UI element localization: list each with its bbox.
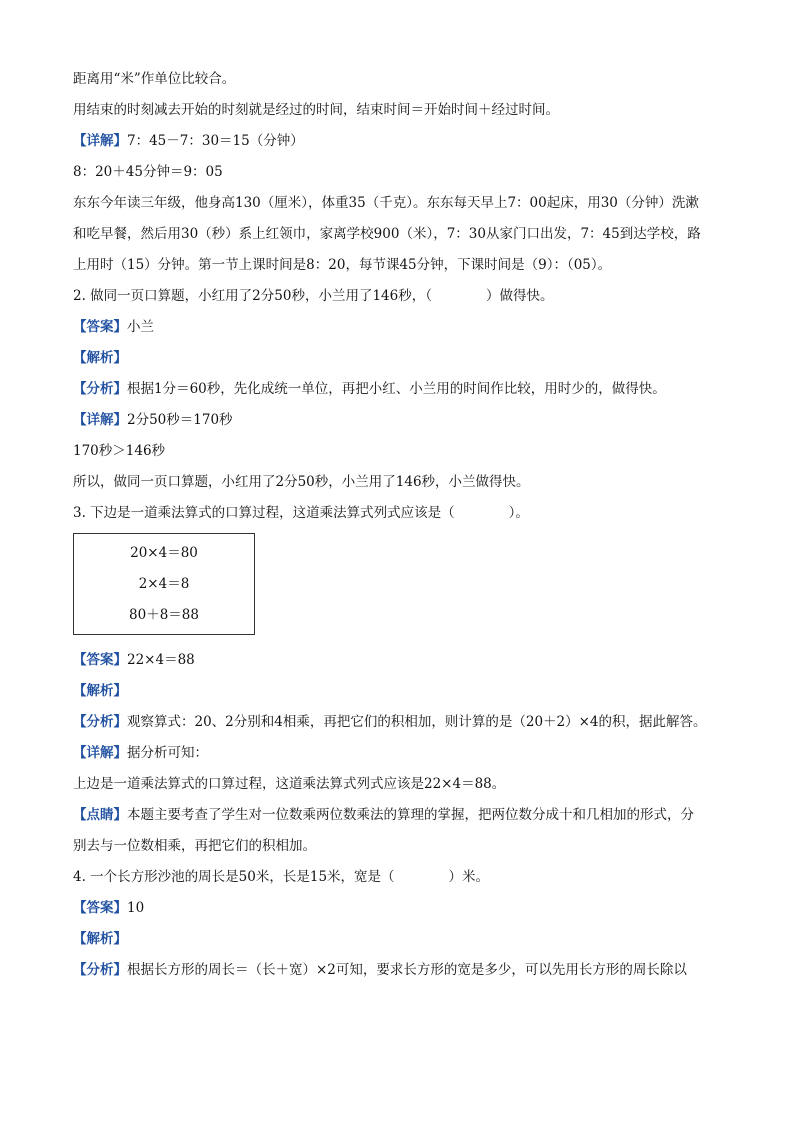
question-3: 3. 下边是一道乘法算式的口算过程，这道乘法算式列式应该是（ ）。 [73,505,529,521]
detail-tag: 【详解】 [73,745,127,761]
detail-tag: 【详解】 [73,133,127,149]
answer-line [73,893,753,924]
detail-text: 2分50秒＝170秒 [127,412,233,428]
question-4: 4. 一个长方形沙池的周长是50米，长是15米，宽是（ ）米。 [73,869,490,885]
dianjing-text: 本题主要考查了学生对一位数乘两位数乘法的算理的掌握，把两位数分成十和几相加的形式，分 [127,807,694,823]
fenxi-text: 根据长方形的周长＝（长＋宽）×2可知，要求长方形的宽是多少，可以先用长方形的周长除以 [127,962,687,978]
detail-line [73,738,753,769]
answer-tag: 【答案】 [73,900,127,916]
detail-text: 据分析可知： [127,745,208,761]
answer-text: 10 [127,900,145,916]
fenxi-tag: 【分析】 [73,714,127,730]
text-line: 距离用“米”作单位比较合。 [73,71,236,87]
dianjing-line [73,800,753,831]
text-line: 170秒＞146秒 [73,443,166,459]
text-line: 东东今年读三年级，他身高130（厘米），体重35（千克）。东东每天早上7：00起床，用30（分钟）洗漱 [73,195,699,211]
analysis-heading [73,676,753,707]
analysis-heading [73,343,753,374]
analysis-heading [73,924,753,955]
document-page [73,64,753,986]
detail-line [73,405,753,436]
fenxi-tag: 【分析】 [73,381,127,397]
text-line: 和吃早餐，然后用30（秒）系上红领巾，家离学校900（米），7：30从家门口出发，7：45到达学校，路 [73,226,701,242]
dianjing-tag: 【点睛】 [73,807,127,823]
answer-line [73,645,753,676]
equation: 80＋8＝88 [129,606,199,623]
question-2: 2. 做同一页口算题，小红用了2分50秒，小兰用了146秒，（ ）做得快。 [73,288,554,304]
answer-text: 22×4＝88 [127,652,195,668]
equation: 20×4＝80 [130,544,198,561]
text-line: 用结束的时刻减去开始的时刻就是经过的时间，结束时间＝开始时间＋经过时间。 [73,102,559,118]
answer-text: 小兰 [127,319,154,335]
answer-tag: 【答案】 [73,319,127,335]
fenxi-text: 根据1分＝60秒，先化成统一单位，再把小红、小兰用的时间作比较，用时少的，做得快。 [127,381,666,397]
detail-line [73,126,753,157]
jiexi-tag: 【解析】 [73,931,127,947]
fenxi-line [73,374,753,405]
fenxi-text: 观察算式：20、2分别和4相乘，再把它们的积相加，则计算的是（20＋2）×4的积，据此解答。 [127,714,707,730]
answer-tag: 【答案】 [73,652,127,668]
text-line: 8：20＋45分钟＝9：05 [73,164,223,180]
equation: 2×4＝8 [138,575,190,592]
calculation-box [73,533,255,635]
fenxi-line [73,707,753,738]
answer-line [73,312,753,343]
text-line: 所以，做同一页口算题，小红用了2分50秒，小兰用了146秒，小兰做得快。 [73,474,530,490]
fenxi-line [73,955,753,986]
fenxi-tag: 【分析】 [73,962,127,978]
jiexi-tag: 【解析】 [73,683,127,699]
text-line: 上用时（15）分钟。第一节上课时间是8：20，每节课45分钟，下课时间是（9）：（05）。 [73,257,612,273]
detail-text: 7：45－7：30＝15（分钟） [127,133,304,149]
text-line: 上边是一道乘法算式的口算过程，这道乘法算式列式应该是22×4＝88。 [73,776,506,792]
jiexi-tag: 【解析】 [73,350,127,366]
text-line: 别去与一位数相乘，再把它们的积相加。 [73,838,316,854]
detail-tag: 【详解】 [73,412,127,428]
